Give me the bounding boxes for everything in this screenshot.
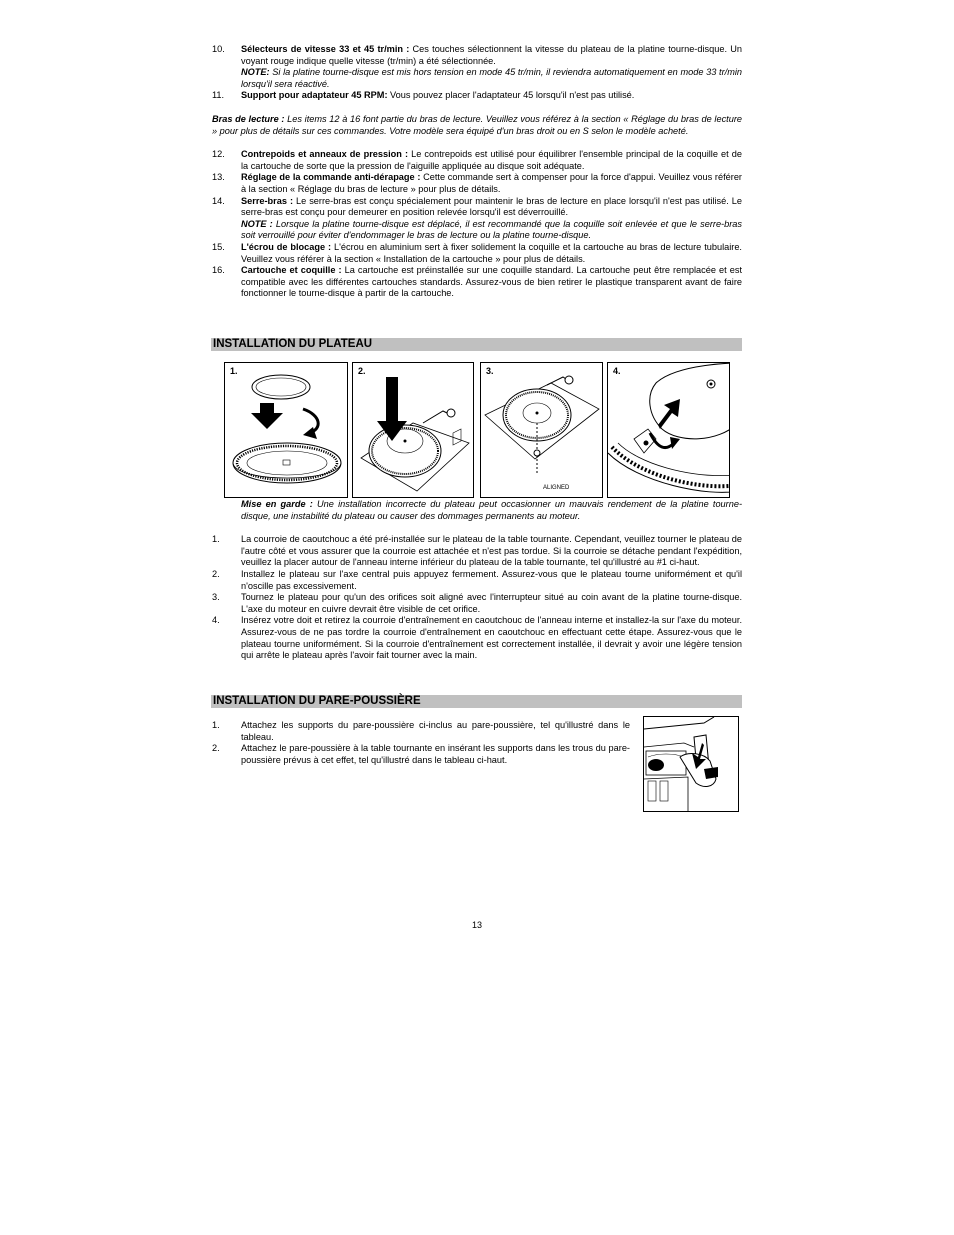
item-title: Réglage de la commande anti-dérapage : — [241, 172, 421, 183]
note-text: Si la platine tourne-disque est mis hors tension en mode 45 tr/min, il reviendra automatiquement en mode 33 tr/min lorsqu'il sera réactivé. — [241, 67, 742, 89]
figure-1 — [224, 362, 348, 498]
section-heading-plateau: INSTALLATION DU PLATEAU — [211, 338, 742, 351]
dust-step-1 — [212, 720, 630, 743]
note-label: NOTE : — [241, 218, 273, 229]
item-text: La cartouche est préinstallée sur une coquille standard. La cartouche peut être remplacée et est compatible avec les différentes cartouches standards. Assurez-vous de bien retirer le plastique transparent avant de faire fonctionner le tourne-disque à partir de la cartouche. — [241, 265, 742, 299]
plateau-step-3 — [212, 592, 742, 615]
document-page — [212, 44, 742, 300]
figure-label: 1. — [230, 366, 238, 376]
warning-note — [212, 499, 742, 522]
page-number: 13 — [471, 920, 482, 930]
platter-aligned-illustration — [481, 363, 602, 497]
step-number: 4. — [212, 615, 220, 626]
item-number: 14. — [212, 195, 225, 206]
step-text: Installez le plateau sur l'axe central puis appuyez fermement. Assurez-vous que le plateau tourne uniformément et qu'il n'oscille pas excessivement. — [241, 568, 742, 591]
belt-motor-illustration — [608, 363, 729, 497]
list-item-11 — [212, 90, 742, 102]
item-text: Vous pouvez placer l'adaptateur 45 lorsqu'il n'est pas utilisé. — [387, 90, 635, 101]
list-item-15 — [212, 242, 742, 265]
list-item-10 — [212, 44, 742, 90]
list-item-13 — [212, 172, 742, 195]
step-text: Attachez le pare-poussière à la table tournante en insérant les supports dans les trous du pare-poussière prévus à cet effet, tel qu'illustré dans le tableau ci-haut. — [241, 743, 630, 765]
platter-install-illustration — [353, 363, 473, 497]
note-text: Les items 12 à 16 font partie du bras de lecture. Veuillez vous référez à la section « Réglage du bras de lecture » pour plus de détails sur ces commandes. Votre modèle sera équipé d'un bras droit ou en S selon le modèle acheté. — [212, 113, 742, 136]
step-text: Tournez le plateau pour qu'un des orifices soit aligné avec l'interrupteur situé au coin avant de la platine tourne-disque. L'axe du moteur en cuivre devrait être visible de cet orifice. — [241, 592, 742, 614]
list-item-12 — [212, 149, 742, 172]
figure-3 — [480, 362, 603, 498]
step-number: 1. — [212, 534, 220, 545]
step-text: Insérez votre doit et retirez la courroie d'entraînement en caoutchouc de l'anneau interne et installez-la sur l'axe du moteur. Assurez-vous de ne pas tordre la courroie d'entraînement en caoutchouc en effectuant cette étape. Assurez-vous que le plateau tourne uniformément. Si la courroie d'entraînement est correctement installée, il devrait y avoir une légère tension qui arrête le plateau après l'avoir fait tourner avec la main. — [241, 615, 742, 661]
plateau-step-2 — [212, 569, 742, 592]
item-title: Contrepoids et anneaux de pression : — [241, 149, 409, 160]
figure-2 — [352, 362, 474, 498]
figure-label: 2. — [358, 366, 366, 376]
item-number: 10. — [212, 44, 225, 54]
note-text: Lorsque la platine tourne-disque est déplacé, il est recommandé que la coquille soit enlevée et que le serre-bras soit verrouillé pour éviter d'endommager le bras de lecture ou la platine tourne-disque. — [241, 218, 742, 241]
figure-label: 3. — [486, 366, 494, 376]
item-text: Le contrepoids est utilisé pour équilibrer l'ensemble principal de la coquille et de la cartouche de sorte que la pression de l'aiguille appliquée au disque soit adéquate. — [241, 149, 742, 171]
list-item-16 — [212, 265, 742, 300]
plateau-step-4 — [212, 615, 742, 661]
item-number: 11. — [212, 90, 225, 101]
aligned-label: ALIGNED — [543, 485, 570, 491]
item-text: L'écrou en aluminium sert à fixer solidement la coquille et la cartouche au bras de lecture tubulaire. Veuillez vous référer à la section « Installation de la cartouche » pour plus de détails. — [241, 241, 742, 264]
note-label: Bras de lecture : — [212, 113, 285, 124]
step-number: 2. — [212, 743, 220, 754]
item-text: Ces touches sélectionnent la vitesse du plateau de la platine tourne-disque. Un voyant rouge indique quelle vitesse (tr/min) a été sélectionnée. — [241, 44, 742, 66]
item-title: Serre-bras : — [241, 195, 294, 206]
figure-label: 4. — [613, 366, 621, 376]
dust-cover-figure — [643, 716, 739, 812]
item-number: 15. — [212, 241, 225, 252]
item-number: 16. — [212, 265, 225, 276]
step-text: Attachez les supports du pare-poussière ci-inclus au pare-poussière, tel qu'illustré dans le tableau. — [241, 720, 630, 742]
item-number: 12. — [212, 149, 225, 160]
list-item-14 — [212, 196, 742, 242]
step-number: 2. — [212, 568, 220, 579]
platter-belt-illustration — [225, 363, 347, 497]
section-heading-dust-cover: INSTALLATION DU PARE-POUSSIÈRE — [211, 695, 742, 708]
plateau-step-1 — [212, 534, 742, 569]
bras-de-lecture-note — [212, 114, 742, 137]
item-text: Le serre-bras est conçu spécialement pour maintenir le bras de lecture en place lorsqu'il n'est pas utilisé. Le serre-bras est conçu pour demeurer en position relevée lorsqu'il est déverrouillé. — [241, 195, 742, 218]
warning-text: Une installation incorrecte du plateau peut occasionner un mauvais rendement de la platine tourne-disque, une instabilité du plateau ou causer des dommages permanents au moteur. — [241, 499, 742, 521]
step-number: 1. — [212, 720, 220, 730]
item-title: Cartouche et coquille : — [241, 265, 342, 276]
item-number: 13. — [212, 172, 225, 183]
item-title: Sélecteurs de vitesse 33 et 45 tr/min : — [241, 44, 410, 54]
item-text: Cette commande sert à compenser pour la force d'appui. Veuillez vous référer à la section « Réglage du bras de lecture » pour plus de détails. — [241, 172, 742, 194]
dust-step-2 — [212, 743, 630, 766]
note-label: NOTE: — [241, 67, 270, 78]
figure-4 — [607, 362, 730, 498]
step-text: La courroie de caoutchouc a été pré-installée sur le plateau de la table tournante. Cependant, veuillez tourner le plateau de l'autre côté et vous assurer que la courroie est attachée et n'est pas tordue. Si la courroie se détache pendant l'expédition, veuillez la placer autour de l'anneau interne inférieur du plateau de la table tournante, tel qu'illustré au #1 ci-haut. — [241, 534, 742, 568]
item-title: L'écrou de blocage : — [241, 241, 332, 252]
dust-cover-hinge-illustration — [644, 717, 738, 811]
warning-label: Mise en garde : — [241, 499, 313, 509]
step-number: 3. — [212, 592, 220, 603]
item-title: Support pour adaptateur 45 RPM: — [241, 90, 388, 101]
